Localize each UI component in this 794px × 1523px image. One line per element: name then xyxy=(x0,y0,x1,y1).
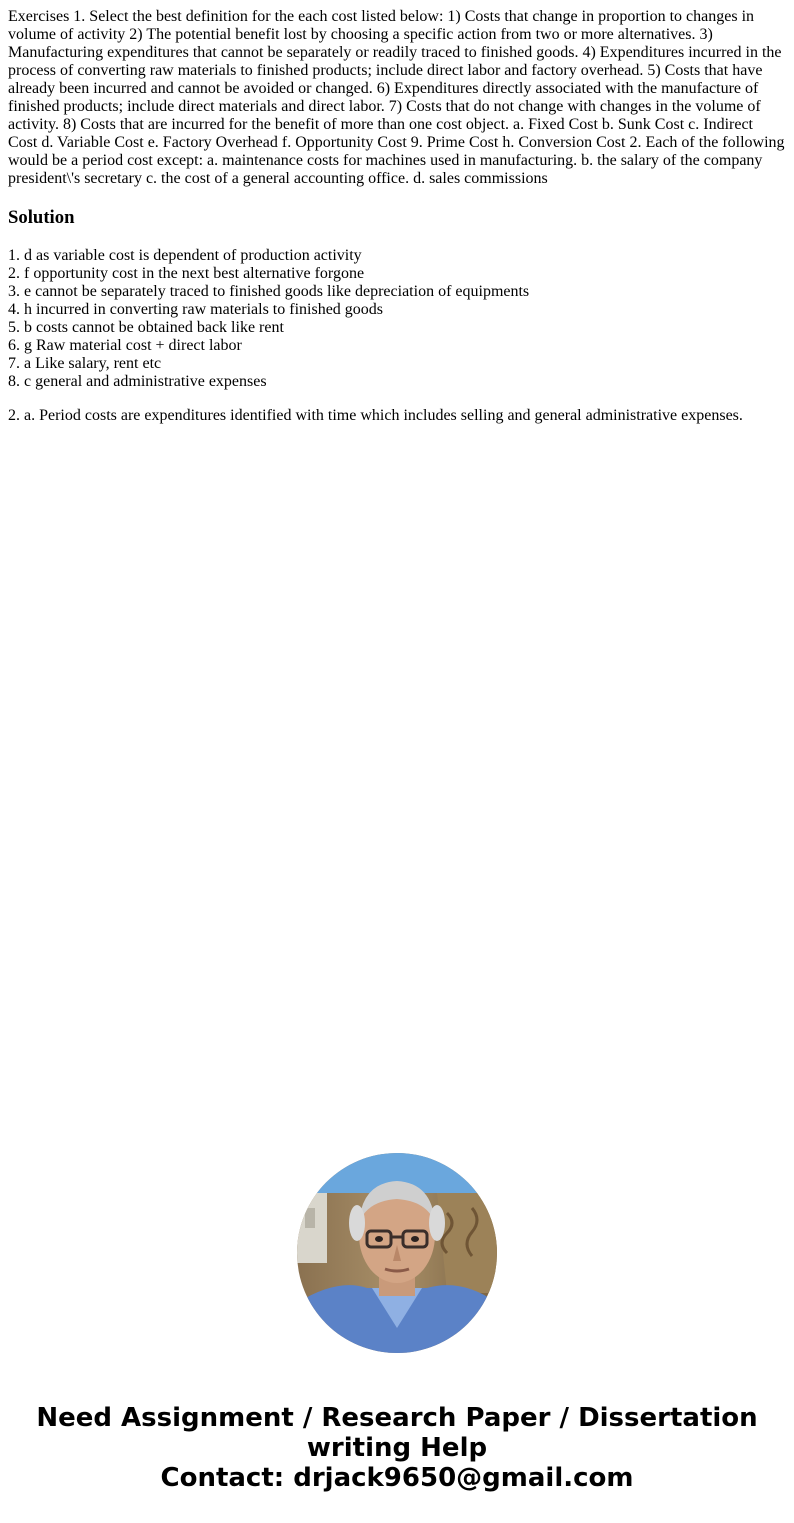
solution-heading: Solution xyxy=(8,207,75,228)
answer-item: 5. b costs cannot be obtained back like rent xyxy=(8,319,284,336)
promo-line: writing Help xyxy=(306,1433,488,1463)
tutor-avatar xyxy=(297,1153,497,1353)
answer-item: 6. g Raw material cost + direct labor xyxy=(8,337,242,354)
answer-item: 2. f opportunity cost in the next best alternative forgone xyxy=(8,265,365,282)
question-text: Exercises 1. Select the best definition for the each cost listed below: 1) Costs that change in proportion to changes in volume of activity 2) The potential benefit lost by choosing a specific action from two or more alternatives. 3) Manufacturing expenditures that cannot be separately or readily traced to finished goods. 4) Expenditures incurred in the process of converting raw materials to finished products; include direct labor and factory overhead. 5) Costs that have already been incurred and cannot be avoided or changed. 6) Expenditures directly associated with the manufacture of finished products; include direct materials and direct labor. 7) Costs that do not change with changes in the volume of activity. 8) Costs that are incurred for the benefit of more than one cost object. a. Fixed Cost b. Sunk Cost c. Indirect Cost d. Variable Cost e. Factory Overhead f. Opportunity Cost 9. Prime Cost h. Conversion Cost 2. Each of the following would be a period cost except: a. maintenance costs for machines used in manufacturing. b. the salary of the company president\'s secretary c. the cost of a general accounting office. d. sales commissions xyxy=(8,8,785,187)
answer-list xyxy=(8,247,529,391)
answer-item: 1. d as variable cost is dependent of production activity xyxy=(8,247,362,264)
answer-item: 7. a Like salary, rent etc xyxy=(8,355,162,372)
answer-part-two: 2. a. Period costs are expenditures identified with time which includes selling and general administrative expenses. xyxy=(8,407,743,424)
promo-line: Need Assignment / Research Paper / Dissertation xyxy=(36,1403,758,1433)
promo-banner xyxy=(0,1403,794,1493)
answer-item: 4. h incurred in converting raw materials to finished goods xyxy=(8,301,384,318)
answer-item: 8. c general and administrative expenses xyxy=(8,373,267,390)
answer-item: 3. e cannot be separately traced to finished goods like depreciation of equipments xyxy=(8,283,530,300)
promo-contact: Contact: drjack9650@gmail.com xyxy=(160,1463,634,1493)
